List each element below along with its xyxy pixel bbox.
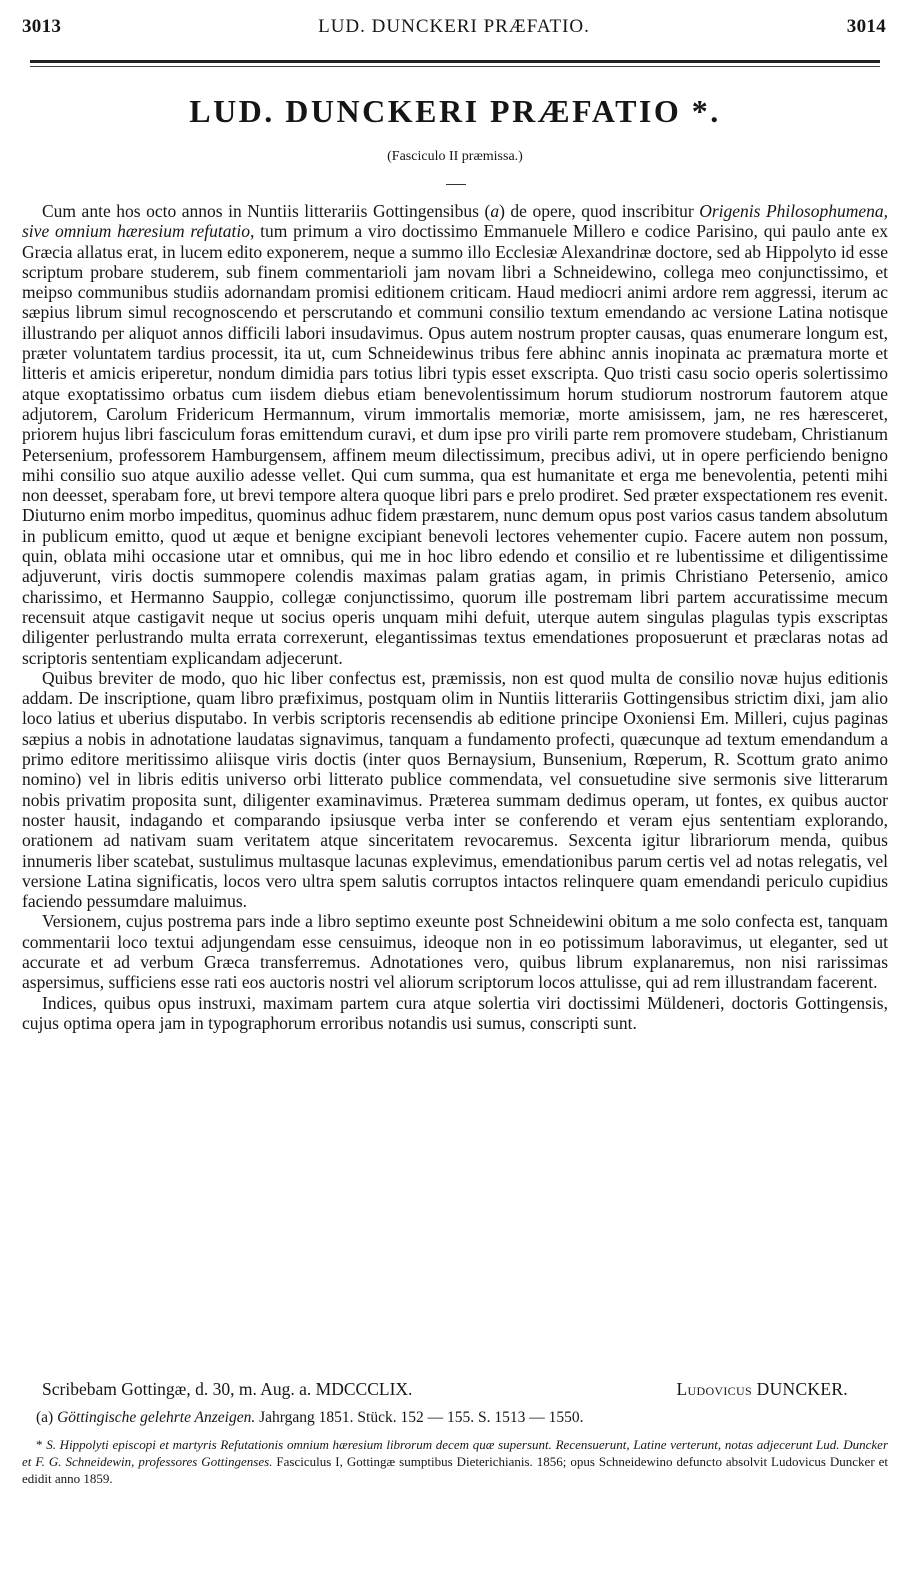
signature-name <box>677 1378 848 1400</box>
running-head <box>22 12 886 42</box>
footnote-star-title: S. Hippolyti episcopi et martyris Refutationis omnium hæresium librorum decem quæ supersunt. Recensuerunt, Latine verterunt, notas adjecerunt Lud. Duncker et F. G. Schneidewin, professores Gottingenses. <box>22 1437 889 1469</box>
footnote-a <box>36 1408 886 1428</box>
paragraph-4: Indices, quibus opus instruxi, maximam partem cura atque solertia viri doctissimi Müldeneri, doctoris Gottingensis, cujus optima opera jam in typographorum erroribus notandis usi sumus, conscripti sunt. <box>22 992 888 1033</box>
footnote-star-details: Fasciculus I, Gottingæ sumptibus Dieterichianis. 1856; opus Schneidewino defuncto absolvit Ludovicus Duncker et edidit anno 1859. <box>22 1454 889 1486</box>
paragraph-3: Versionem, cujus postrema pars inde a libro septimo exeunte post Schneidewini obitum a me solo confecta est, tanquam commentarii loco textui adjungendam esse censuimus, ideoque non in eo potissimum laboravimus, ut eleganter, sed ut accurate et ad verbum Græca transferremus. Adnotationes vero, quibus librum explanaremus, non nisi rarissimas aspersimus, sufficiens esse rati eos auctoris nostri vel aliorum scriptorum locos attulisse, qui ad rem illustrandam facerent. <box>22 911 888 993</box>
column-number-right: 3014 <box>846 16 886 37</box>
running-title: LUD. DUNCKERI PRÆFATIO. <box>318 16 590 37</box>
signature-last-name: DUNCKER. <box>756 1379 848 1399</box>
footnote-a-title: Göttingische gelehrte Anzeigen. <box>57 1409 256 1426</box>
footnote-a-reference: Jahrgang 1851. Stück. 152 — 155. S. 1513 — 1550. <box>259 1409 584 1426</box>
signature-line <box>42 1378 848 1400</box>
title-separator <box>446 184 466 185</box>
footnote-ref-a: a <box>490 201 500 221</box>
header-rule-thin <box>30 66 880 67</box>
paragraph-1-text-c: , tum primum a viro doctissimo Emmanuele Millero e codice Parisino, qui paulo ante ex Græcia allatus erat, in lucem edito exponerem, neque a summo illo Ecclesiæ Alexandrinæ doctore, sed ab Hippolyto id esse scriptum probare studerem, sub finem commentarioli jam novam libri a Schneidewino, collega meo conjunctissimo, et meipso communibus studiis adornandam promisi editionem criticam. Haud mediocri animi ardore rem aggressi, iterum ac sæpius librum simul recognoscendo et perscrutando et communi consilio textum emendando ac versione Latina notisque illustrando per aliquot annos difficili labori insudavimus. Opus autem nostrum propter causas, quas enumerare longum est, præter voluntatem tardius processit, ita ut, cum Schneidewinus tribus fere abhinc annis inopinata ac præmatura morte et litteris et amicis eriperetur, nondum dimidia pars totius libri typis esset exscripta. Quo tristi casu socio operis solertissimo atque exoptatissimo orbatus cum iisdem diebus etiam benevolentissimum horum studiorum nostrorum fautorem atque adjutorem, Carolum Fridericum Hermannum, virum immortalis memoriæ, morte amisissem, jam, ne res hæresceret, priorem hujus libri fasciculum foras emittendum curavi, et dum ipse pro virili parte rem promovere studebam, Christianum Petersenium, professorem Hamburgensem, affinem meum dilectissimum, precibus adivi, ut in opere perficiendo benigno mihi consilio suo atque auxilio adesse vellet. Qui cum summa, qua est humanitate et erga me benevolentia, petenti mihi non deesset, sperabam fore, ut brevi tempore altera quoque libri pars e prelo prodiret. Sed præter exspectationem res evenit. Diuturno enim morbo impeditus, quominus adhuc fidem præstarem, nunc demum opus post varios casus tandem absolutum in publicum emitto, quod ut æque et benigne excipiant benevoli lectores vehementer cupio. Facere autem non possum, quin, oblata mihi occasione utar et omnibus, qui me in hoc libro edendo et consilio et re lubentissime et diligentissime adjuverunt, viris doctis summopere colendis maximas palam gratias agam, in primis Christiano Petersenio, amico charissimo, et Hermanno Sauppio, collegæ conjunctissimo, quorum ille postremam libri partem accuratissime mecum recensuit atque castigavit neque ut socius operis unquam mihi defuit, uterque autem singulas plagulas typis exscriptas diligenter perlustrando multa errata correxerunt, elegantissimas textus emendationes proposuerunt et præclaras notas ad scriptoris sententiam explicandam adjecerunt. <box>22 221 888 668</box>
footnote-star-mark: * <box>36 1437 43 1452</box>
paragraph-2: Quibus breviter de modo, quo hic liber confectus est, præmissis, non est quod multa de consilio novæ hujus editionis addam. De inscriptione, quam libro præfiximus, postquam olim in Nuntiis litterariis Gottingensibus strictim dixi, jam alio loco latius et uberius disputabo. In verbis scriptoris recensendis ab editione principe Oxoniensi Em. Milleri, cujus paginas sæpius a nobis in adnotatione laudatas signavimus, tanquam a fundamento profecti, quæcunque ad textum emendandum a primo editore meritissimo aliisque viris doctis (inter quos Bernaysium, Bunsenium, Rœperum, R. Scottum grato animo nomino) vel in libris editis universo orbi litterato publice commendata, vel consuetudine sive sermonis sive litterarum nobis privatim proposita sunt, diligenter examinavimus. Præterea summam dedimus operam, ut fontes, ex quibus auctor noster hausit, indagando et comparando ipsiusque verba inter se conferendo et veram ejus sententiam explorando, orationem ad nativam suam veritatem atque sinceritatem revocaremus. Sexcenta igitur librariorum menda, quibus innumeris liber scatebat, sustulimus multasque lacunas explevimus, emendationibus parum certis vel ad notas relegatis, vel versione Latina significatis, locos vero ultra spem salutis corruptos intactos relinquere quam emendandi periculo cupidius faciendo pessumdare maluimus. <box>22 667 888 912</box>
preface-body <box>22 201 888 1033</box>
paragraph-1-text-a: Cum ante hos octo annos in Nuntiis litterariis Gottingensibus ( <box>42 201 491 221</box>
page-title: LUD. DUNCKERI PRÆFATIO *. <box>189 93 721 129</box>
page-subtitle: (Fasciculo II præmissa.) <box>387 149 523 164</box>
header-rule <box>30 60 880 63</box>
signature-first-name: Ludovicus <box>676 1379 752 1399</box>
footnote-star <box>22 1436 888 1487</box>
paragraph-1-text-b: ) de opere, quod inscribitur <box>499 201 700 221</box>
column-number-left: 3013 <box>22 16 62 37</box>
paragraph-1 <box>22 201 888 668</box>
signature-place-date: Scribebam Gottingæ, d. 30, m. Aug. a. MDCCCLIX. <box>42 1379 413 1399</box>
footnote-a-mark: (a) <box>36 1409 54 1426</box>
work-title-italic: Origenis Philosophumena, sive omnium hæresium refutatio <box>22 201 888 242</box>
